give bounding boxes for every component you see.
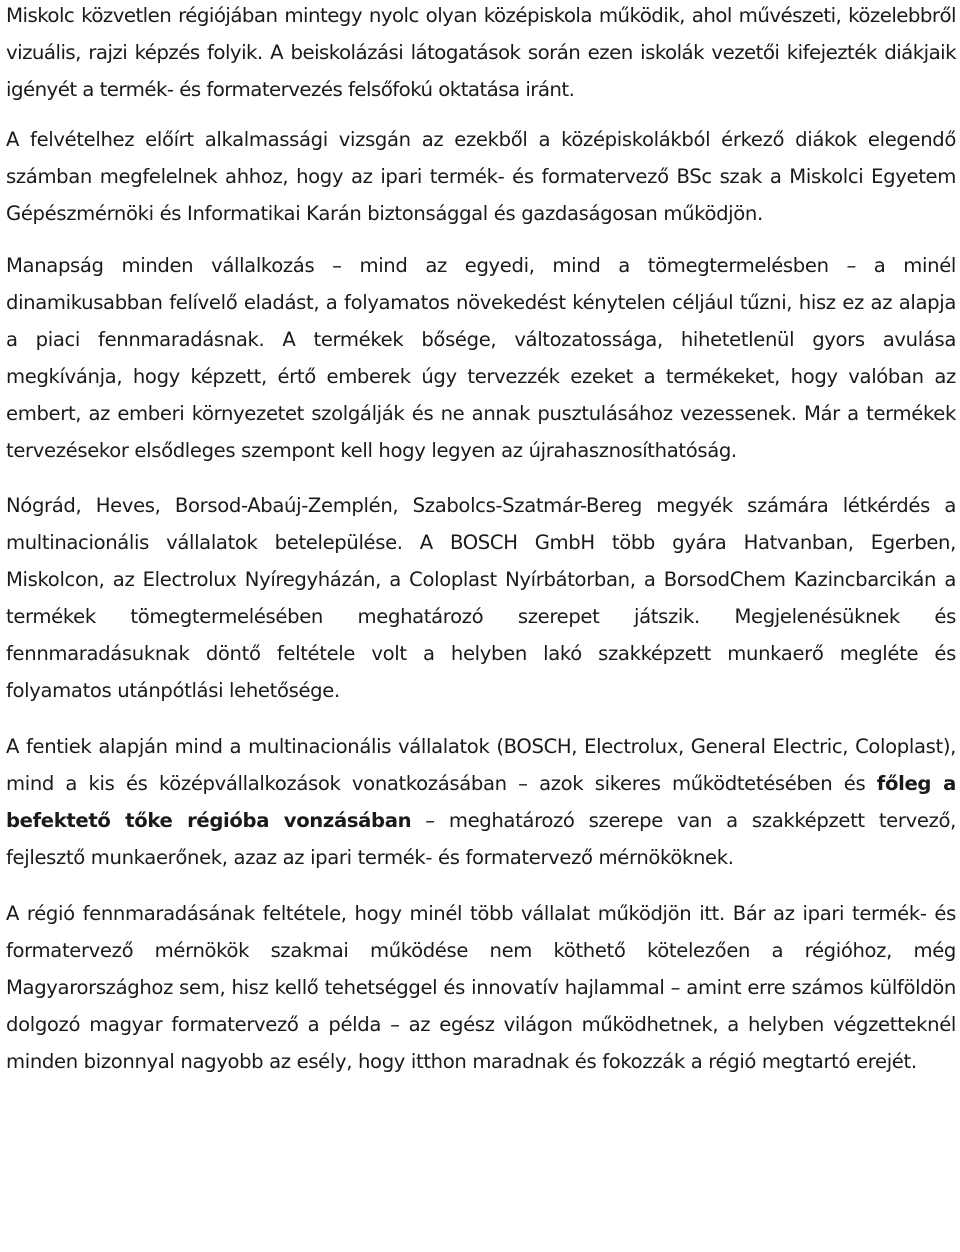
paragraph-region-retention: A régió fennmaradásának feltétele, hogy minél több vállalat működjön itt. Bár az ipari termék- és formatervező mérnökök szakmai működése nem köthető kötelezően a régióhoz, még Magyarországhoz sem, hisz kellő tehetséggel és innovatív hajlammal – amint erre számos külföldön dolgozó magyar formatervező a példa – az egész világon működhetnek, a helyben végzetteknél minden bizonnyal nagyobb az esély, hogy itthon maradnak és fokozzák a régió megtartó erejét. — [6, 902, 956, 1073]
paragraph-admission-exam: A felvételhez előírt alkalmassági vizsgán az ezekből a középiskolákból érkező diákok elegendő számban megfelelnek ahhoz, hogy az ipari termék- és formatervező BSc szak a Miskolci Egyetem Gépészmérnöki és Informatikai Karán biztonsággal és gazdaságosan működjön. — [6, 128, 956, 225]
paragraph-counties-multinationals: Nógrád, Heves, Borsod-Abaúj-Zemplén, Szabolcs-Szatmár-Bereg megyék számára létkérdés a multinacionális vállalatok betelepülése. A BOSCH GmbH több gyára Hatvanban, Egerben, Miskolcon, az Electrolux Nyíregyházán, a Coloplast Nyírbátorban, a BorsodChem Kazincbarcikán a termékek tömegtermelésében meghatározó szerepet játszik. Megjelenésüknek és fennmaradásuknak döntő feltétele volt a helyben lakó szakképzett munkaerő megléte és folyamatos utánpótlási lehetősége. — [6, 494, 956, 702]
paragraph-text-after-emphasis: – meghatározó szerepe van a szakképzett tervező, fejlesztő munkaerőnek, azaz az ipari termék- és formatervező mérnököknek. — [6, 809, 956, 869]
paragraph-enterprises: Manapság minden vállalkozás – mind az egyedi, mind a tömegtermelésben – a minél dinamikusabban felívelő eladást, a folyamatos növekedést kénytelen céljául tűzni, hisz ez az alapja a piaci fennmaradásnak. A termékek bősége, változatossága, hihetetlenül gyors avulása megkívánja, hogy képzett, értő emberek úgy tervezzék ezeket a termékeket, hogy valóban az embert, az emberi környezetet szolgálják és ne annak pusztulásához vezessenek. Már a termékek tervezésekor elsődleges szempont kell hogy legyen az újrahasznosíthatóság. — [6, 254, 956, 462]
paragraph-text-before-emphasis: A fentiek alapján mind a multinacionális vállalatok (BOSCH, Electrolux, General Electric, Coloplast), mind a kis és középvállalkozások vonatkozásában – azok sikeres működtetésében és — [6, 735, 956, 795]
paragraph-skilled-designers — [6, 728, 956, 876]
emphasized-phrase: főleg a befektető tőke régióba vonzásában — [6, 772, 956, 832]
paragraph-regional-schools: Miskolc közvetlen régiójában mintegy nyolc olyan középiskola működik, ahol művészeti, közelebbről vizuális, rajzi képzés folyik. A beiskolázási látogatások során ezen iskolák vezetői kifejezték diákjaik igényét a termék- és formatervezés felsőfokú oktatása iránt. — [6, 4, 956, 101]
